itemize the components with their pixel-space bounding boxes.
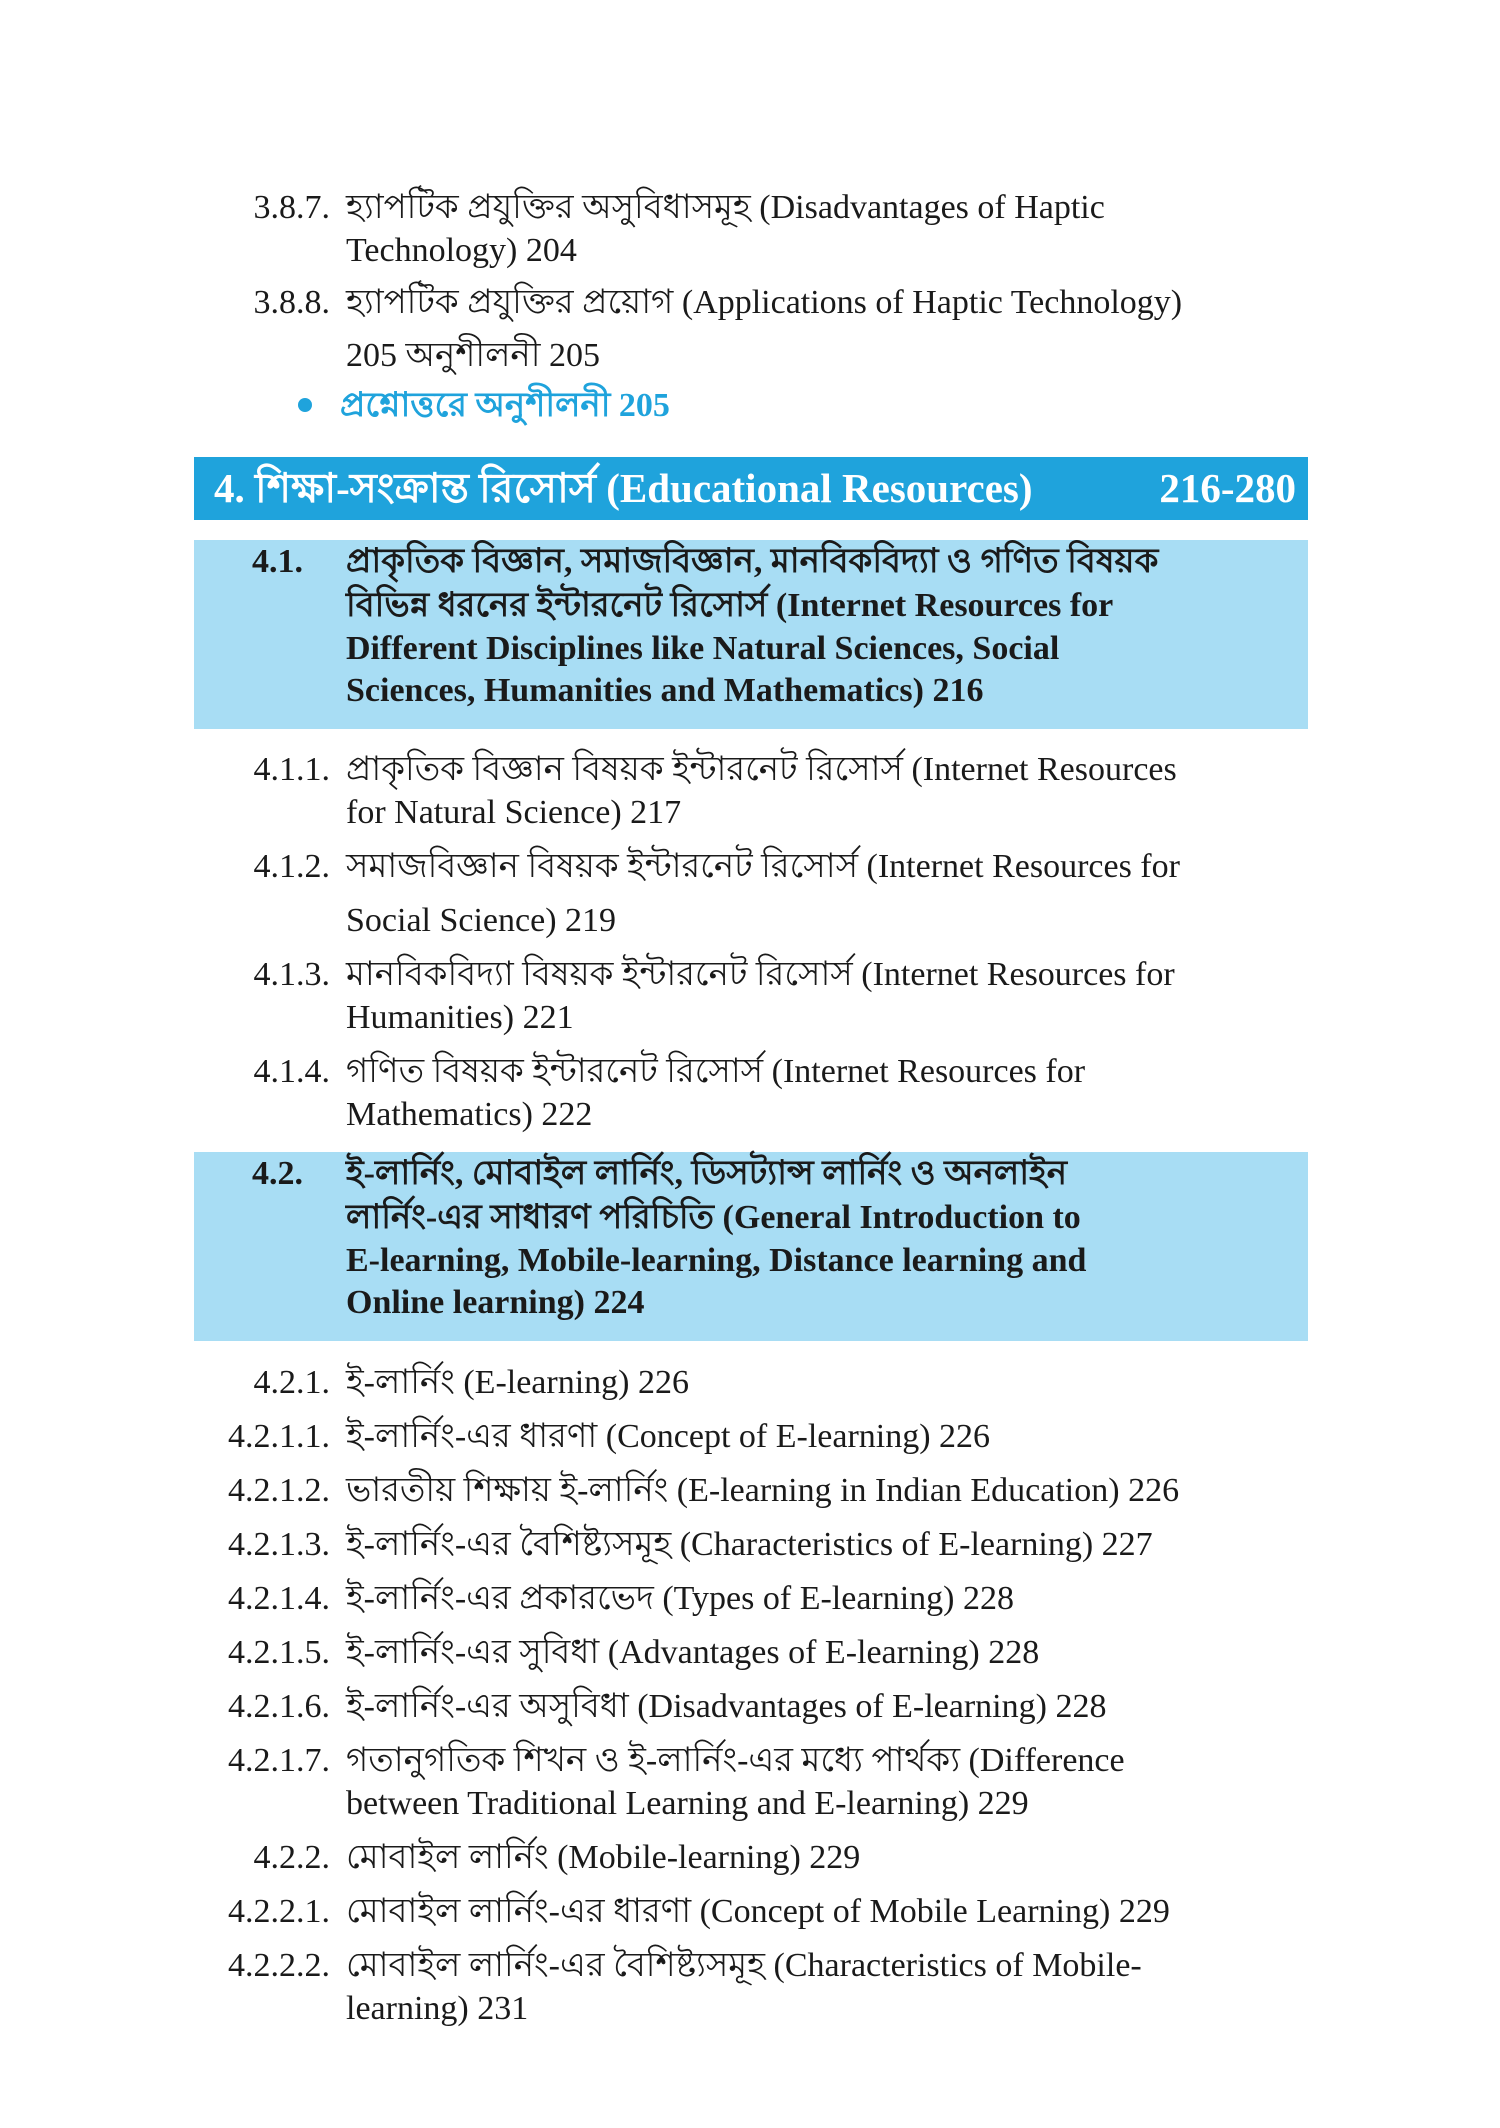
entry-text-line: মোবাইল লার্নিং-এর ধারণা (Concept of Mobile Learning) 229 [346,1893,1170,1930]
chapter-title: 4. শিক্ষা-সংক্রান্ত রিসোর্স (Educational Resources) [214,465,1033,511]
entry-text-line: ই-লার্নিং-এর ধারণা (Concept of E-learning) 226 [346,1418,991,1455]
bullet-icon [298,398,312,412]
entry-text-line: Mathematics) 222 [346,1096,593,1133]
entry-number: 4.2.1.3. [228,1526,330,1563]
entry-text-line: Technology) 204 [346,232,577,269]
entry-number: 4.2.2. [253,1839,330,1876]
entry-number: 4.2.1.6. [228,1688,330,1725]
entry-number: 4.2.1.5. [228,1634,330,1671]
entry-text-line: গতানুগতিক শিখন ও ই-লার্নিং-এর মধ্যে পার্থক্য (Difference [346,1742,1125,1779]
entry-number: 4.2.1. [253,1364,330,1401]
entry-text-line: হ্যাপটিক প্রযুক্তির প্রয়োগ (Applications of Haptic Technology) [346,284,1183,321]
entry-text-line: ই-লার্নিং-এর সুবিধা (Advantages of E-learning) 228 [346,1634,1040,1671]
entry-text-line: Humanities) 221 [346,999,574,1036]
entry-text-line: ই-লার্নিং-এর প্রকারভেদ (Types of E-learning) 228 [346,1580,1015,1617]
chapter-page-range: 216-280 [1159,465,1296,511]
entry-text-line: ই-লার্নিং-এর অসুবিধা (Disadvantages of E-learning) 228 [346,1688,1107,1725]
entry-text-line: for Natural Science) 217 [346,794,682,831]
entry-text-line: ভারতীয় শিক্ষায় ই-লার্নিং (E-learning in Indian Education) 226 [346,1472,1180,1509]
entry-text-line: between Traditional Learning and E-learning) 229 [346,1785,1029,1822]
entry-number: 3.8.7. [253,189,330,226]
entry-text-line: হ্যাপটিক প্রযুক্তির অসুবিধাসমূহ (Disadvantages of Haptic [346,189,1105,226]
entry-number: 4.2.2.2. [228,1947,330,1984]
chapter-header [194,457,1308,520]
section-title-line: প্রাকৃতিক বিজ্ঞান, সমাজবিজ্ঞান, মানবিকবিদ্যা ও গণিত বিষয়ক [346,543,1159,580]
entry-text-line: মানবিকবিদ্যা বিষয়ক ইন্টারনেট রিসোর্স (Internet Resources for [346,956,1175,993]
section-header-4-2 [194,1152,1308,1341]
entry-number: 4.2.2.1. [228,1893,330,1930]
entry-number: 4.2.1.1. [228,1418,330,1455]
entry-number: 4.2.1.2. [228,1472,330,1509]
section-number: 4.1. [252,543,303,580]
section-title-line: Online learning) 224 [346,1284,645,1321]
section-title-line: Sciences, Humanities and Mathematics) 216 [346,672,984,709]
entry-text-line: 205 অনুশীলনী 205 [346,337,600,374]
entry-text-line: গণিত বিষয়ক ইন্টারনেট রিসোর্স (Internet Resources for [346,1053,1086,1090]
entry-number: 4.1.1. [253,751,330,788]
section-title-line: E-learning, Mobile-learning, Distance learning and [346,1242,1087,1279]
entry-text-line: সমাজবিজ্ঞান বিষয়ক ইন্টারনেট রিসোর্স (Internet Resources for [346,848,1180,885]
entry-number: 4.2.1.7. [228,1742,330,1779]
entry-text-line: মোবাইল লার্নিং (Mobile-learning) 229 [346,1839,861,1876]
entry-text-line: learning) 231 [346,1990,529,2027]
entry-number: 3.8.8. [253,284,330,321]
section-header-4-1 [194,540,1308,729]
entry-text-line: Social Science) 219 [346,902,617,939]
entry-number: 4.1.4. [253,1053,330,1090]
entry-number: 4.1.3. [253,956,330,993]
exercise-bullet [298,384,670,427]
section-title-line: Different Disciplines like Natural Sciences, Social [346,630,1060,667]
entry-text-line: ই-লার্নিং (E-learning) 226 [346,1364,689,1401]
section-title-line: বিভিন্ন ধরনের ইন্টারনেট রিসোর্স (Internet Resources for [346,587,1114,624]
bullet-text: প্রশ্নোত্তরে অনুশীলনী 205 [340,387,670,424]
entry-text-line: প্রাকৃতিক বিজ্ঞান বিষয়ক ইন্টারনেট রিসোর্স (Internet Resources [346,751,1177,788]
section-title-line: ই-লার্নিং, মোবাইল লার্নিং, ডিসট্যান্স লার্নিং ও অনলাইন [346,1155,1068,1192]
entry-number: 4.1.2. [253,848,330,885]
section-number: 4.2. [252,1155,303,1192]
entry-text [346,186,1212,229]
entry-text-line: মোবাইল লার্নিং-এর বৈশিষ্ট্যসমূহ (Characteristics of Mobile- [346,1947,1142,1984]
entry-number: 4.2.1.4. [228,1580,330,1617]
section-title-line: লার্নিং-এর সাধারণ পরিচিতি (General Introduction to [346,1199,1081,1236]
entry-text-line: ই-লার্নিং-এর বৈশিষ্ট্যসমূহ (Characteristics of E-learning) 227 [346,1526,1153,1563]
